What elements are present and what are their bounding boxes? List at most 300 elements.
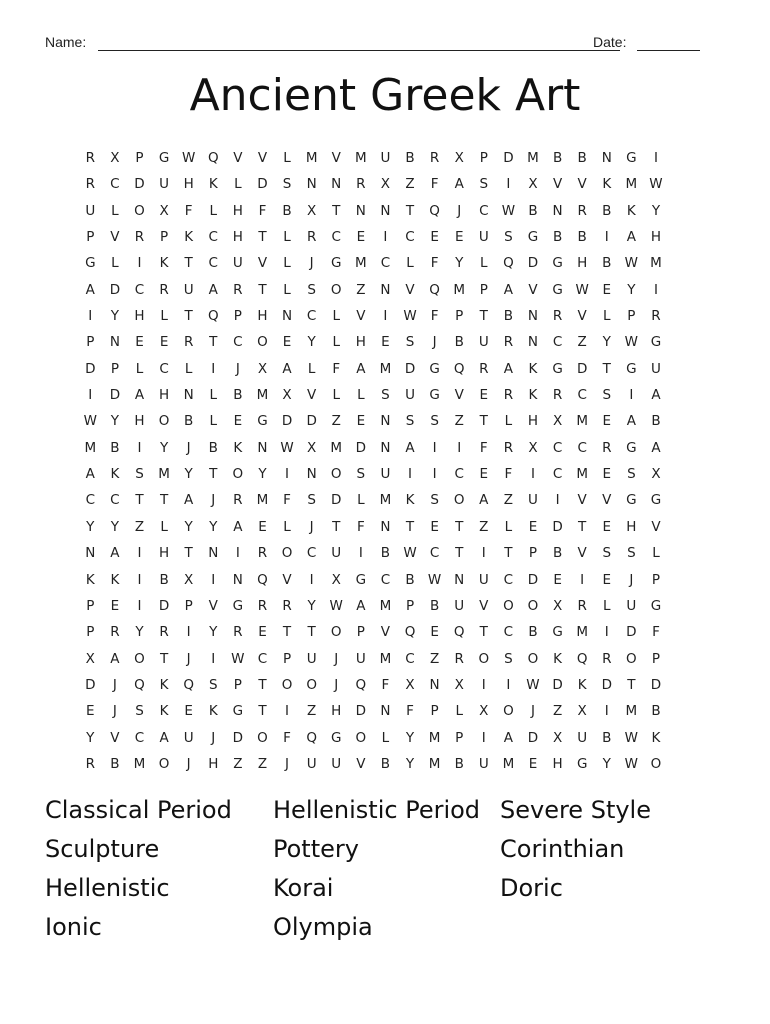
grid-cell[interactable]: R [503, 387, 514, 404]
grid-cell[interactable]: S [135, 703, 144, 720]
grid-cell[interactable]: X [552, 413, 563, 430]
grid-cell[interactable]: C [454, 466, 464, 483]
grid-cell[interactable]: U [159, 176, 170, 193]
grid-cell[interactable]: M [502, 755, 515, 772]
grid-cell[interactable]: M [428, 755, 441, 772]
grid-cell[interactable]: U [651, 360, 661, 377]
grid-cell[interactable]: B [602, 202, 612, 219]
grid-cell[interactable]: C [503, 571, 514, 588]
grid-cell[interactable]: H [650, 229, 662, 246]
grid-cell[interactable]: C [306, 308, 317, 325]
grid-cell[interactable]: B [184, 413, 194, 430]
grid-cell[interactable]: Y [602, 334, 611, 351]
grid-cell[interactable]: Q [183, 676, 194, 693]
grid-cell[interactable]: R [429, 150, 440, 166]
grid-cell[interactable]: V [479, 597, 489, 614]
grid-cell[interactable]: O [281, 545, 293, 562]
grid-cell[interactable]: K [159, 255, 169, 272]
grid-cell[interactable]: X [454, 676, 464, 693]
grid-cell[interactable]: L [332, 387, 340, 404]
grid-cell[interactable]: A [184, 492, 194, 509]
grid-cell[interactable]: G [232, 703, 244, 720]
grid-cell[interactable]: T [602, 360, 611, 377]
grid-cell[interactable]: J [309, 518, 314, 535]
grid-cell[interactable]: A [356, 360, 366, 377]
grid-cell[interactable]: Y [209, 624, 218, 641]
grid-cell[interactable]: W [231, 650, 245, 667]
grid-cell[interactable]: F [283, 729, 291, 746]
grid-cell[interactable]: W [403, 545, 417, 562]
grid-cell[interactable]: M [527, 150, 539, 166]
grid-cell[interactable]: I [555, 492, 560, 509]
grid-cell[interactable]: U [478, 571, 489, 588]
grid-cell[interactable]: L [160, 308, 168, 325]
grid-cell[interactable]: E [602, 413, 612, 430]
grid-cell[interactable]: T [159, 492, 169, 509]
grid-cell[interactable]: T [627, 676, 636, 693]
grid-cell[interactable]: A [503, 281, 514, 298]
grid-cell[interactable]: J [530, 703, 535, 720]
grid-cell[interactable]: S [479, 176, 489, 193]
grid-cell[interactable]: E [528, 755, 538, 772]
grid-cell[interactable]: E [430, 624, 439, 641]
grid-cell[interactable]: I [309, 571, 314, 588]
grid-cell[interactable]: K [184, 229, 194, 246]
grid-cell[interactable]: A [85, 281, 95, 298]
grid-cell[interactable]: L [283, 229, 291, 246]
grid-cell[interactable]: D [257, 176, 268, 193]
grid-cell[interactable]: T [135, 492, 144, 509]
grid-cell[interactable]: C [380, 255, 391, 272]
grid-cell[interactable]: P [455, 729, 464, 746]
grid-cell[interactable]: P [651, 650, 661, 667]
grid-cell[interactable]: E [135, 334, 144, 351]
grid-cell[interactable]: I [432, 466, 437, 483]
grid-cell[interactable]: G [257, 413, 268, 430]
grid-cell[interactable]: G [626, 360, 637, 377]
grid-cell[interactable]: J [112, 703, 117, 720]
grid-cell[interactable]: Q [207, 150, 219, 166]
grid-cell[interactable]: J [334, 676, 339, 693]
grid-cell[interactable]: M [379, 597, 392, 614]
grid-cell[interactable]: V [257, 255, 268, 272]
grid-cell[interactable]: U [478, 334, 489, 351]
grid-cell[interactable]: X [257, 360, 268, 377]
grid-cell[interactable]: S [381, 387, 390, 404]
grid-cell[interactable]: S [405, 334, 415, 351]
grid-cell[interactable]: O [527, 650, 539, 667]
grid-cell[interactable]: V [552, 176, 563, 193]
grid-cell[interactable]: T [184, 545, 193, 562]
grid-cell[interactable]: G [552, 281, 563, 298]
grid-cell[interactable]: Z [552, 703, 563, 720]
grid-cell[interactable]: B [651, 703, 661, 720]
grid-cell[interactable]: P [627, 308, 636, 325]
grid-cell[interactable]: B [110, 439, 120, 456]
grid-cell[interactable]: C [552, 439, 563, 456]
grid-cell[interactable]: R [233, 624, 243, 641]
grid-cell[interactable]: W [427, 571, 442, 588]
grid-cell[interactable]: R [356, 176, 366, 193]
grid-cell[interactable]: X [552, 597, 563, 614]
grid-cell[interactable]: D [85, 676, 96, 693]
grid-cell[interactable]: B [454, 755, 464, 772]
grid-cell[interactable]: F [258, 202, 267, 219]
grid-cell[interactable]: I [211, 360, 216, 377]
grid-cell[interactable]: T [258, 281, 267, 298]
grid-cell[interactable]: V [528, 281, 538, 298]
grid-cell[interactable]: T [159, 650, 169, 667]
grid-cell[interactable]: E [86, 703, 95, 720]
grid-cell[interactable]: Y [307, 334, 316, 351]
grid-cell[interactable]: R [577, 597, 587, 614]
grid-cell[interactable]: S [602, 545, 612, 562]
grid-cell[interactable]: V [380, 624, 391, 641]
grid-cell[interactable]: A [282, 360, 292, 377]
grid-cell[interactable]: L [455, 703, 463, 720]
grid-cell[interactable]: A [626, 413, 636, 430]
grid-cell[interactable]: R [159, 624, 169, 641]
grid-cell[interactable]: B [528, 624, 538, 641]
grid-cell[interactable]: H [527, 413, 539, 430]
grid-cell[interactable]: L [332, 308, 340, 325]
grid-cell[interactable]: N [355, 202, 366, 219]
grid-cell[interactable]: E [430, 518, 439, 535]
grid-cell[interactable]: G [355, 571, 367, 588]
grid-cell[interactable]: N [380, 703, 391, 720]
grid-cell[interactable]: E [479, 387, 489, 404]
grid-cell[interactable]: V [602, 492, 612, 509]
grid-cell[interactable]: X [454, 150, 464, 166]
grid-cell[interactable]: Z [257, 755, 268, 772]
grid-cell[interactable]: R [651, 308, 661, 325]
grid-cell[interactable]: M [453, 281, 466, 298]
grid-cell[interactable]: D [109, 281, 121, 298]
grid-cell[interactable]: Z [134, 518, 145, 535]
grid-cell[interactable]: B [552, 545, 563, 562]
grid-cell[interactable]: O [478, 650, 490, 667]
grid-cell[interactable]: V [282, 571, 292, 588]
grid-cell[interactable]: W [624, 334, 639, 351]
grid-cell[interactable]: T [258, 676, 267, 693]
grid-cell[interactable]: T [184, 308, 193, 325]
grid-cell[interactable]: U [183, 281, 194, 298]
grid-cell[interactable]: D [576, 360, 588, 377]
grid-cell[interactable]: K [651, 729, 661, 746]
grid-cell[interactable]: Q [503, 255, 514, 272]
grid-cell[interactable]: K [553, 650, 562, 667]
grid-cell[interactable]: A [454, 176, 464, 193]
grid-cell[interactable]: B [602, 729, 612, 746]
grid-cell[interactable]: U [355, 650, 366, 667]
grid-cell[interactable]: B [233, 387, 243, 404]
grid-cell[interactable]: B [282, 202, 292, 219]
grid-cell[interactable]: C [257, 650, 268, 667]
grid-cell[interactable]: O [134, 650, 145, 667]
grid-cell[interactable]: Y [651, 202, 661, 219]
grid-cell[interactable]: B [577, 229, 587, 246]
grid-cell[interactable]: E [356, 229, 366, 246]
grid-cell[interactable]: G [85, 255, 96, 272]
grid-cell[interactable]: C [405, 229, 415, 246]
grid-cell[interactable]: D [306, 413, 317, 430]
grid-cell[interactable]: N [527, 308, 539, 325]
grid-cell[interactable]: E [356, 413, 366, 430]
grid-cell[interactable]: Y [602, 755, 611, 772]
grid-cell[interactable]: U [331, 755, 342, 772]
grid-cell[interactable]: D [650, 676, 662, 693]
grid-cell[interactable]: D [527, 571, 539, 588]
grid-cell[interactable]: G [552, 624, 563, 641]
grid-cell[interactable]: Z [479, 518, 489, 535]
grid-cell[interactable]: A [626, 229, 636, 246]
grid-cell[interactable]: P [282, 650, 292, 667]
grid-cell[interactable]: C [552, 466, 563, 483]
grid-cell[interactable]: J [334, 650, 339, 667]
grid-cell[interactable]: H [257, 308, 268, 325]
grid-cell[interactable]: Q [429, 202, 440, 219]
grid-cell[interactable]: T [258, 703, 267, 720]
grid-cell[interactable]: P [479, 281, 488, 298]
grid-cell[interactable]: W [501, 202, 516, 219]
grid-cell[interactable]: L [504, 518, 513, 535]
grid-cell[interactable]: O [527, 597, 539, 614]
grid-cell[interactable]: D [404, 360, 416, 377]
grid-cell[interactable]: M [256, 492, 269, 509]
grid-cell[interactable]: G [576, 755, 588, 772]
grid-cell[interactable]: P [86, 334, 95, 351]
grid-cell[interactable]: Y [455, 255, 464, 272]
grid-cell[interactable]: P [184, 597, 193, 614]
grid-cell[interactable]: Y [627, 281, 636, 298]
grid-cell[interactable]: I [481, 676, 486, 693]
grid-cell[interactable]: N [380, 202, 391, 219]
grid-cell[interactable]: I [383, 308, 388, 325]
grid-cell[interactable]: P [135, 150, 144, 166]
grid-cell[interactable]: O [257, 729, 268, 746]
grid-cell[interactable]: U [405, 387, 415, 404]
grid-cell[interactable]: J [186, 650, 191, 667]
grid-cell[interactable]: D [355, 703, 367, 720]
grid-cell[interactable]: O [453, 492, 465, 509]
grid-cell[interactable]: O [232, 466, 244, 483]
grid-cell[interactable]: O [281, 676, 293, 693]
grid-cell[interactable]: W [575, 281, 589, 298]
grid-cell[interactable]: N [257, 439, 268, 456]
grid-cell[interactable]: S [504, 650, 513, 667]
grid-cell[interactable]: I [186, 624, 191, 641]
grid-cell[interactable]: L [381, 729, 390, 746]
grid-cell[interactable]: R [577, 202, 587, 219]
grid-cell[interactable]: Z [577, 334, 587, 351]
grid-cell[interactable]: L [111, 202, 119, 219]
grid-cell[interactable]: E [233, 413, 243, 430]
grid-cell[interactable]: D [503, 150, 514, 166]
grid-cell[interactable]: H [159, 545, 170, 562]
grid-cell[interactable]: L [160, 518, 168, 535]
grid-cell[interactable]: Y [184, 466, 193, 483]
grid-cell[interactable]: Z [503, 492, 514, 509]
grid-cell[interactable]: J [457, 202, 462, 219]
grid-cell[interactable]: M [158, 466, 170, 483]
grid-cell[interactable]: V [577, 176, 587, 193]
grid-cell[interactable]: M [330, 439, 343, 456]
grid-cell[interactable]: U [626, 597, 637, 614]
grid-cell[interactable]: V [577, 492, 587, 509]
grid-cell[interactable]: N [331, 176, 342, 193]
grid-cell[interactable]: H [577, 255, 588, 272]
grid-cell[interactable]: F [283, 492, 291, 509]
grid-cell[interactable]: S [430, 492, 439, 509]
grid-cell[interactable]: O [330, 624, 342, 641]
grid-cell[interactable]: T [258, 229, 267, 246]
grid-cell[interactable]: G [650, 334, 662, 351]
grid-cell[interactable]: I [235, 545, 240, 562]
grid-cell[interactable]: N [281, 308, 293, 325]
grid-cell[interactable]: M [256, 387, 269, 404]
grid-cell[interactable]: G [232, 597, 244, 614]
grid-cell[interactable]: L [357, 492, 365, 509]
grid-cell[interactable]: B [380, 545, 391, 562]
grid-cell[interactable]: I [653, 150, 658, 166]
grid-cell[interactable]: U [577, 729, 588, 746]
grid-cell[interactable]: X [651, 466, 661, 483]
grid-cell[interactable]: S [356, 466, 366, 483]
grid-cell[interactable]: R [233, 281, 243, 298]
grid-cell[interactable]: V [454, 387, 464, 404]
grid-cell[interactable]: L [504, 413, 513, 430]
grid-cell[interactable]: R [110, 624, 120, 641]
grid-cell[interactable]: P [356, 624, 365, 641]
grid-cell[interactable]: J [211, 729, 216, 746]
grid-cell[interactable]: P [455, 308, 464, 325]
grid-cell[interactable]: V [257, 150, 268, 166]
grid-cell[interactable]: T [332, 518, 341, 535]
grid-cell[interactable]: E [602, 518, 612, 535]
grid-cell[interactable]: W [624, 755, 639, 772]
grid-cell[interactable]: D [601, 676, 612, 693]
grid-cell[interactable]: L [111, 255, 119, 272]
grid-cell[interactable]: B [380, 755, 391, 772]
grid-cell[interactable]: I [653, 281, 658, 298]
grid-cell[interactable]: Z [454, 413, 464, 430]
grid-cell[interactable]: M [576, 624, 588, 641]
grid-cell[interactable]: P [86, 597, 95, 614]
grid-cell[interactable]: M [625, 703, 638, 720]
grid-cell[interactable]: J [186, 439, 191, 456]
grid-cell[interactable]: S [602, 387, 612, 404]
grid-cell[interactable]: F [406, 703, 414, 720]
grid-cell[interactable]: E [553, 571, 562, 588]
grid-cell[interactable]: U [380, 466, 391, 483]
grid-cell[interactable]: Y [159, 439, 169, 456]
grid-cell[interactable]: L [307, 360, 316, 377]
grid-cell[interactable]: I [137, 545, 142, 562]
grid-cell[interactable]: V [307, 387, 317, 404]
grid-cell[interactable]: N [380, 518, 391, 535]
grid-cell[interactable]: Q [576, 650, 588, 667]
grid-cell[interactable]: I [481, 729, 486, 746]
grid-cell[interactable]: K [405, 492, 415, 509]
grid-cell[interactable]: N [380, 439, 391, 456]
grid-cell[interactable]: B [454, 334, 464, 351]
grid-cell[interactable]: E [528, 518, 538, 535]
grid-cell[interactable]: I [604, 624, 609, 641]
grid-cell[interactable]: U [306, 755, 317, 772]
grid-cell[interactable]: Q [355, 676, 367, 693]
grid-cell[interactable]: B [552, 150, 563, 166]
grid-cell[interactable]: V [110, 729, 120, 746]
grid-cell[interactable]: G [429, 387, 440, 404]
grid-cell[interactable]: E [258, 624, 267, 641]
grid-cell[interactable]: B [651, 413, 661, 430]
grid-cell[interactable]: C [503, 624, 514, 641]
grid-cell[interactable]: A [356, 597, 366, 614]
grid-cell[interactable]: W [280, 439, 294, 456]
grid-cell[interactable]: T [455, 545, 464, 562]
grid-cell[interactable]: A [651, 387, 661, 404]
grid-cell[interactable]: T [282, 624, 292, 641]
grid-cell[interactable]: I [530, 466, 535, 483]
grid-cell[interactable]: U [183, 729, 194, 746]
grid-cell[interactable]: H [183, 176, 194, 193]
grid-cell[interactable]: F [504, 466, 513, 483]
grid-cell[interactable]: R [479, 360, 489, 377]
grid-cell[interactable]: M [133, 755, 146, 772]
grid-cell[interactable]: N [306, 176, 317, 193]
grid-cell[interactable]: P [86, 624, 95, 641]
grid-cell[interactable]: K [602, 176, 612, 193]
grid-cell[interactable]: J [112, 676, 117, 693]
grid-cell[interactable]: B [552, 229, 563, 246]
grid-cell[interactable]: W [329, 597, 343, 614]
grid-cell[interactable]: M [576, 413, 588, 430]
grid-cell[interactable]: P [651, 571, 661, 588]
grid-cell[interactable]: P [479, 150, 488, 166]
grid-cell[interactable]: J [285, 755, 290, 772]
grid-cell[interactable]: C [380, 571, 391, 588]
grid-cell[interactable]: Y [405, 729, 415, 746]
grid-cell[interactable]: C [577, 439, 587, 456]
grid-cell[interactable]: E [602, 281, 612, 298]
grid-cell[interactable]: N [232, 571, 243, 588]
grid-cell[interactable]: A [110, 650, 120, 667]
grid-cell[interactable]: G [626, 439, 637, 456]
grid-cell[interactable]: H [626, 518, 637, 535]
grid-cell[interactable]: V [331, 150, 341, 166]
grid-cell[interactable]: I [506, 676, 511, 693]
grid-cell[interactable]: N [454, 571, 465, 588]
grid-cell[interactable]: F [430, 308, 439, 325]
grid-cell[interactable]: I [432, 439, 437, 456]
grid-cell[interactable]: Y [135, 624, 144, 641]
grid-cell[interactable]: M [625, 176, 638, 193]
grid-cell[interactable]: E [381, 334, 390, 351]
grid-cell[interactable]: I [408, 466, 412, 483]
grid-cell[interactable]: I [285, 466, 290, 483]
grid-cell[interactable]: O [503, 703, 514, 720]
grid-cell[interactable]: A [159, 729, 169, 746]
grid-cell[interactable]: F [381, 676, 390, 693]
grid-cell[interactable]: O [626, 650, 637, 667]
grid-cell[interactable]: C [429, 545, 440, 562]
grid-cell[interactable]: X [282, 387, 292, 404]
grid-cell[interactable]: C [110, 176, 120, 193]
grid-cell[interactable]: O [257, 334, 268, 351]
grid-cell[interactable]: J [629, 571, 634, 588]
grid-cell[interactable]: S [208, 676, 218, 693]
grid-cell[interactable]: M [84, 439, 97, 456]
